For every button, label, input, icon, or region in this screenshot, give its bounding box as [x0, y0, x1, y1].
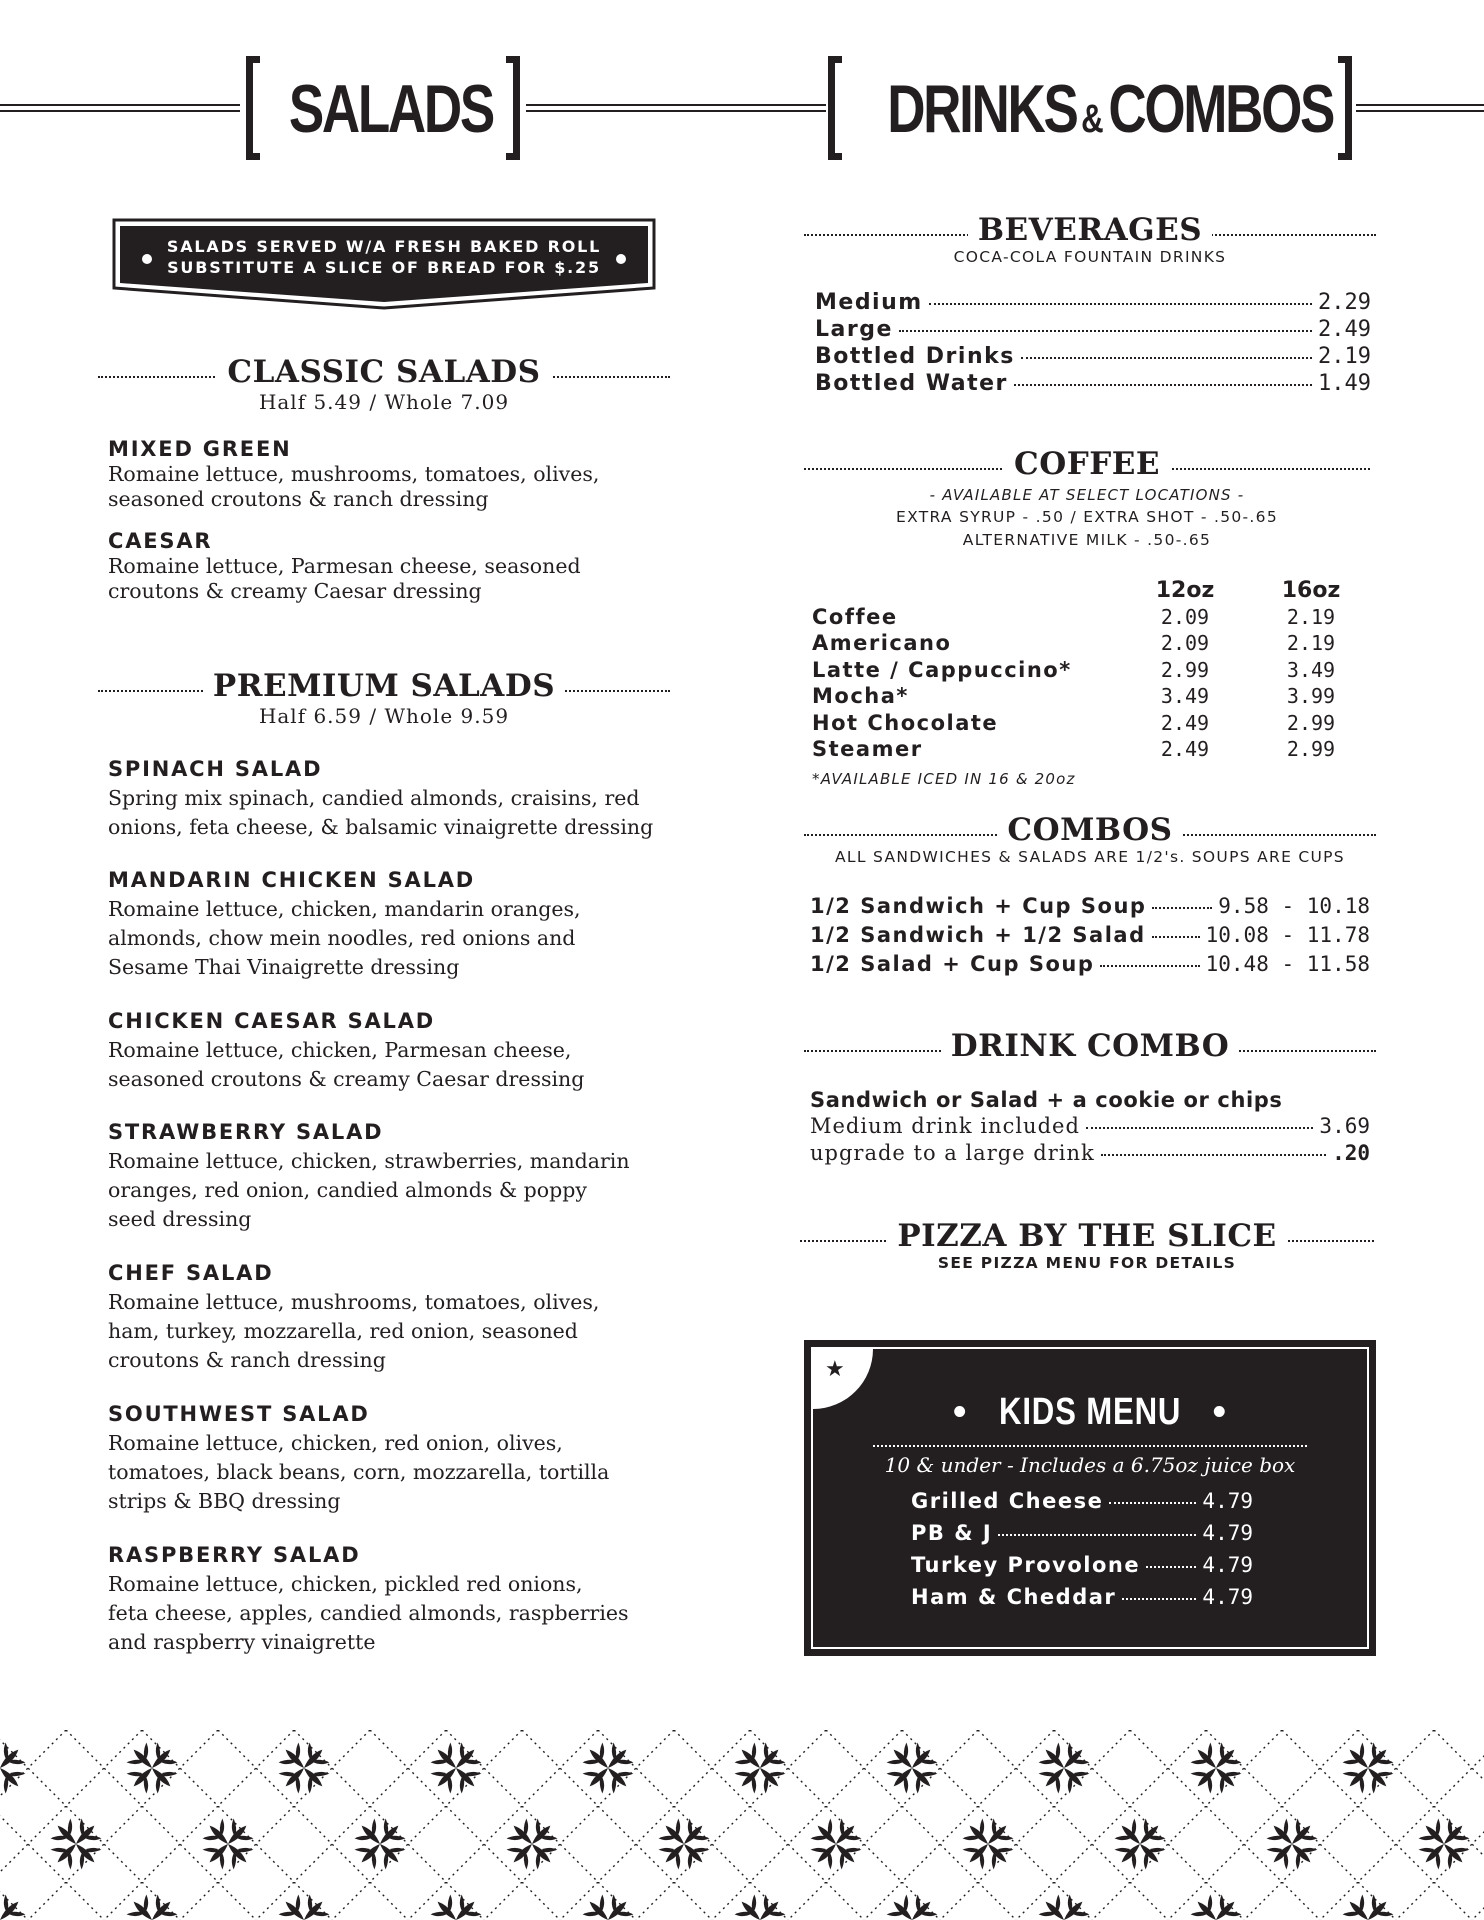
price-16oz: 3.49	[1286, 657, 1336, 682]
drinks-title-left: DRINKS	[887, 71, 1077, 147]
drinks-title-right: COMBOS	[1108, 71, 1334, 147]
salad-name: MANDARIN CHICKEN SALAD	[108, 868, 476, 892]
salad-name: RASPBERRY SALAD	[108, 1543, 361, 1567]
size-16oz-header: 16oz	[1281, 578, 1341, 603]
salads-banner	[112, 218, 656, 310]
coffee-row	[812, 605, 1372, 632]
dot-leader	[1100, 965, 1199, 967]
kids-item-price: 4.79	[1202, 1585, 1253, 1609]
salad-description: Romaine lettuce, chicken, pickled red onions, feta cheese, apples, candied almonds, raspberries and raspberry vinaigrette	[108, 1572, 629, 1654]
dot-leader	[1109, 1502, 1196, 1504]
salad-item-caesar	[108, 528, 708, 604]
star-icon: ★	[825, 1357, 845, 1382]
beverage-row	[815, 371, 1371, 396]
salad-item-chef	[108, 1260, 708, 1375]
coffee-name: Americano	[812, 631, 952, 655]
iced-availability-note: *AVAILABLE ICED IN 16 & 20oz	[812, 770, 1076, 788]
combo-price: 10.08 - 11.78	[1205, 923, 1370, 947]
combos-heading	[804, 812, 1376, 872]
coffee-heading	[804, 446, 1370, 486]
salad-description: Romaine lettuce, chicken, mandarin oranges, almonds, chow mein noodles, red onions and Sesame Thai Vinaigrette dressing	[108, 897, 581, 979]
salad-description: Romaine lettuce, mushrooms, tomatoes, olives, seasoned croutons & ranch dressing	[108, 462, 600, 511]
coffee-row	[812, 631, 1372, 658]
salad-item-mixed-green	[108, 436, 708, 512]
combos-title: COMBOS	[804, 812, 1376, 848]
kids-item-price: 4.79	[1202, 1521, 1253, 1545]
combo-name: 1/2 Sandwich + 1/2 Salad	[810, 923, 1146, 947]
price-16oz: 2.19	[1286, 631, 1336, 655]
kids-item-price: 4.79	[1202, 1553, 1253, 1577]
salad-description: Romaine lettuce, chicken, red onion, olives, tomatoes, black beans, corn, mozzarella, tortilla strips & BBQ dressing	[108, 1431, 610, 1513]
price-16oz: 3.99	[1286, 684, 1336, 708]
drink-combo-item: upgrade to a large drink	[810, 1141, 1095, 1165]
classic-salads-title: CLASSIC SALADS	[98, 354, 670, 390]
price-16oz: 2.99	[1286, 737, 1336, 761]
beverage-price: 2.49	[1318, 317, 1371, 342]
dot-leader	[1021, 357, 1312, 359]
price-12oz: 3.49	[1160, 684, 1210, 708]
salad-item-strawberry	[108, 1119, 708, 1234]
coffee-name: Mocha*	[812, 684, 909, 708]
combo-row	[810, 894, 1370, 918]
dot-leader	[1152, 936, 1200, 938]
drink-combo-price: .20	[1332, 1141, 1370, 1165]
drinks-combos-title	[887, 62, 1334, 156]
combo-row	[810, 923, 1370, 947]
beverage-name: Large	[815, 317, 893, 342]
salads-header-rule-right	[526, 104, 826, 106]
kids-item-name: PB & J	[911, 1521, 993, 1545]
drink-combo-heading	[804, 1028, 1376, 1072]
beverages-subtitle: COCA-COLA FOUNTAIN DRINKS	[953, 248, 1227, 266]
beverages-title: BEVERAGES	[804, 212, 1376, 248]
kids-item-name: Ham & Cheddar	[911, 1585, 1117, 1609]
dot-leader	[929, 303, 1312, 305]
classic-salads-price: Half 5.49 / Whole 7.09	[258, 390, 510, 414]
kids-item-row	[911, 1585, 1253, 1609]
salad-description: Romaine lettuce, chicken, Parmesan cheese, seasoned croutons & creamy Caesar dressing	[108, 1038, 585, 1091]
drink-combo-row	[810, 1114, 1370, 1138]
pizza-heading	[800, 1218, 1374, 1278]
beverages-heading	[804, 212, 1376, 272]
drink-combo-title: DRINK COMBO	[804, 1028, 1376, 1064]
beverage-name: Bottled Water	[815, 371, 1008, 396]
wheat-pattern	[0, 1730, 1484, 1920]
coffee-name: Steamer	[812, 737, 923, 761]
kids-item-row	[911, 1553, 1253, 1577]
combos-subtitle: ALL SANDWICHES & SALADS ARE 1/2's. SOUPS ARE CUPS	[835, 848, 1345, 866]
salads-header-bracket-right	[506, 56, 520, 160]
kids-item-name: Turkey Provolone	[911, 1553, 1141, 1577]
dot-leader	[1146, 1566, 1196, 1568]
dot-leader	[1086, 1127, 1314, 1129]
kids-menu-title-text: KIDS MENU	[998, 1391, 1182, 1433]
coffee-name: Latte / Cappuccino*	[812, 657, 1072, 682]
combo-name: 1/2 Salad + Cup Soup	[810, 952, 1095, 976]
salad-item-raspberry	[108, 1542, 708, 1657]
salad-name: STRAWBERRY SALAD	[108, 1120, 384, 1144]
kids-item-row	[911, 1489, 1253, 1513]
beverage-name: Bottled Drinks	[815, 344, 1015, 369]
salad-description: Romaine lettuce, Parmesan cheese, seasoned croutons & creamy Caesar dressing	[108, 554, 581, 603]
salad-item-southwest	[108, 1401, 708, 1516]
salad-description: Spring mix spinach, candied almonds, craisins, red onions, feta cheese, & balsamic vinaigrette dressing	[108, 786, 654, 839]
salad-item-chicken-caesar	[108, 1008, 708, 1094]
drink-combo-price: 3.69	[1319, 1114, 1370, 1138]
combo-name: 1/2 Sandwich + Cup Soup	[810, 894, 1147, 918]
salads-title: SALADS	[288, 71, 493, 147]
salad-item-spinach	[108, 756, 708, 842]
kids-item-row	[911, 1521, 1253, 1545]
combo-row	[810, 952, 1370, 976]
salad-name: CAESAR	[108, 529, 213, 553]
dot-leader	[998, 1534, 1196, 1536]
beverage-price: 1.49	[1318, 371, 1371, 396]
salad-name: MIXED GREEN	[108, 437, 292, 461]
coffee-row	[812, 684, 1372, 711]
kids-menu-title	[813, 1391, 1367, 1434]
coffee-title: COFFEE	[804, 446, 1370, 482]
salad-name: CHEF SALAD	[108, 1261, 274, 1285]
drinks-header-bracket-left	[828, 56, 842, 160]
beverage-name: Medium	[815, 290, 923, 315]
kids-menu-frame	[811, 1347, 1369, 1649]
drinks-title-amp: &	[1081, 97, 1104, 141]
banner-line-2: SUBSTITUTE A SLICE OF BREAD FOR $.25	[167, 258, 601, 277]
coffee-extras-note: EXTRA SYRUP - .50 / EXTRA SHOT - .50-.65	[895, 508, 1278, 526]
dot-leader	[899, 330, 1312, 332]
coffee-name: Hot Chocolate	[812, 710, 999, 735]
premium-salads-price: Half 6.59 / Whole 9.59	[258, 704, 510, 728]
coffee-table-header	[812, 578, 1372, 605]
price-12oz: 2.99	[1160, 657, 1210, 682]
coffee-row	[812, 711, 1372, 738]
drink-combo-row	[810, 1141, 1370, 1165]
dot-leader	[1122, 1598, 1196, 1600]
coffee-availability-note: - AVAILABLE AT SELECT LOCATIONS -	[929, 486, 1245, 504]
price-12oz: 2.49	[1160, 710, 1210, 735]
price-12oz: 2.09	[1160, 631, 1210, 655]
price-16oz: 2.99	[1286, 710, 1336, 735]
salad-name: SOUTHWEST SALAD	[108, 1402, 370, 1426]
salad-item-mandarin-chicken	[108, 867, 708, 982]
drinks-header-bracket-right	[1338, 56, 1352, 160]
drink-combo-subtitle: Sandwich or Salad + a cookie or chips	[810, 1088, 1283, 1112]
bullet-dot-left: •	[953, 1391, 968, 1433]
premium-salads-title: PREMIUM SALADS	[98, 668, 670, 704]
pizza-subtitle: SEE PIZZA MENU FOR DETAILS	[937, 1254, 1237, 1272]
beverage-price: 2.19	[1318, 344, 1371, 369]
coffee-row	[812, 658, 1372, 685]
salad-name: SPINACH SALAD	[108, 757, 323, 781]
price-12oz: 2.09	[1160, 604, 1210, 629]
bullet-dot-right: •	[1212, 1391, 1227, 1433]
dot-leader	[1101, 1154, 1326, 1156]
combo-price: 9.58 - 10.18	[1218, 894, 1370, 918]
coffee-milk-note: ALTERNATIVE MILK - .50-.65	[962, 531, 1212, 549]
kids-item-price: 4.79	[1202, 1489, 1253, 1513]
pizza-title: PIZZA BY THE SLICE	[800, 1218, 1374, 1254]
price-12oz: 2.49	[1160, 737, 1210, 761]
salads-header-rule-left	[0, 104, 240, 106]
drinks-header-rule-right	[1356, 104, 1484, 106]
salad-description: Romaine lettuce, chicken, strawberries, mandarin oranges, red onion, candied almonds & poppy seed dressing	[108, 1149, 630, 1231]
kids-menu-box	[804, 1340, 1376, 1656]
beverage-price: 2.29	[1318, 290, 1371, 315]
price-16oz: 2.19	[1286, 604, 1336, 629]
salad-name: CHICKEN CAESAR SALAD	[108, 1009, 436, 1033]
salads-header-bracket-left	[246, 56, 260, 160]
size-12oz-header: 12oz	[1155, 578, 1215, 603]
premium-salads-heading	[98, 668, 670, 732]
dot-leader	[1152, 907, 1212, 909]
coffee-price-table	[812, 578, 1372, 764]
beverage-row	[815, 344, 1371, 369]
drink-combo-item: Medium drink included	[810, 1114, 1080, 1138]
dot-leader	[1014, 384, 1312, 386]
beverage-row	[815, 290, 1371, 315]
kids-dotted-rule	[873, 1445, 1307, 1447]
salad-description: Romaine lettuce, mushrooms, tomatoes, olives, ham, turkey, mozzarella, red onion, seasoned croutons & ranch dressing	[108, 1290, 600, 1372]
combo-price: 10.48 - 11.58	[1205, 952, 1370, 976]
banner-text	[112, 236, 656, 278]
banner-line-1: SALADS SERVED W/A FRESH BAKED ROLL	[166, 237, 602, 256]
beverage-row	[815, 317, 1371, 342]
classic-salads-heading	[98, 354, 670, 418]
kids-item-name: Grilled Cheese	[911, 1489, 1104, 1513]
kids-menu-subtitle: 10 & under - Includes a 6.75oz juice box	[884, 1453, 1296, 1477]
coffee-row	[812, 737, 1372, 764]
coffee-name: Coffee	[812, 604, 898, 629]
